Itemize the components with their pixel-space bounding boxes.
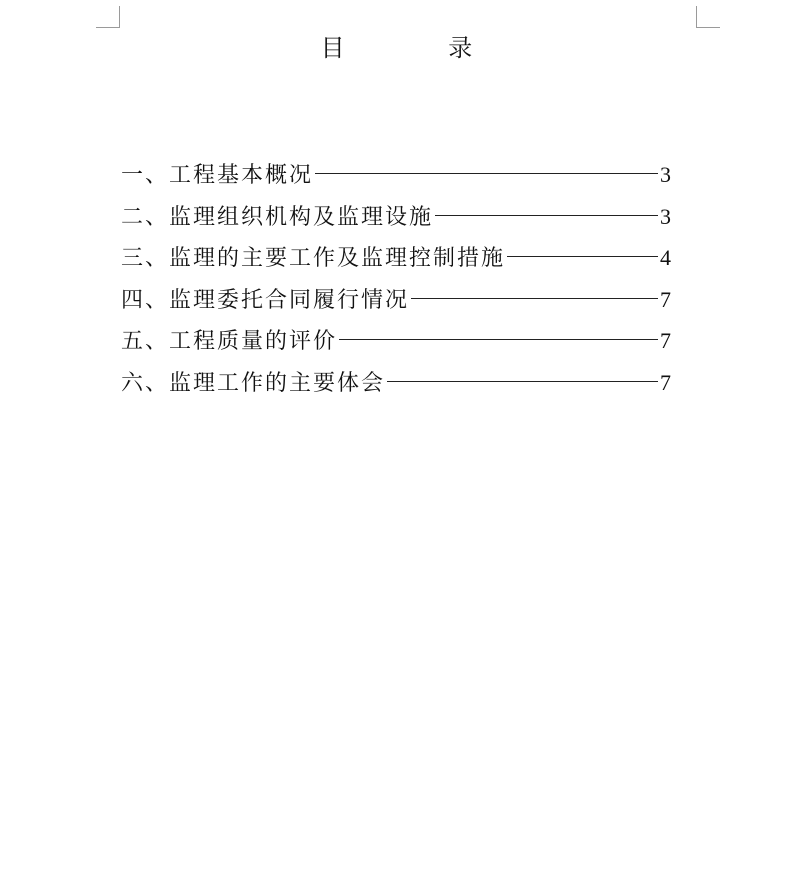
toc-leader-line: [435, 215, 658, 216]
toc-page-number: 7: [660, 286, 671, 312]
toc-entry[interactable]: [121, 237, 671, 279]
toc-title: 目 录: [320, 34, 521, 62]
crop-mark-top-left: [96, 6, 120, 28]
toc-page-number: 3: [660, 203, 671, 229]
toc-entry-label: 三、监理的主要工作及监理控制措施: [121, 246, 506, 271]
toc-leader-line: [411, 298, 658, 299]
toc-leader-line: [387, 381, 658, 382]
toc-leader-line: [339, 339, 658, 340]
toc-page-number: 4: [660, 245, 671, 270]
toc-leader-line: [315, 173, 658, 174]
toc-entry[interactable]: [121, 362, 671, 404]
toc-entry[interactable]: [121, 320, 671, 362]
toc-entry-label: 五、工程质量的评价: [121, 329, 338, 354]
toc-page-number: 7: [660, 369, 671, 395]
table-of-contents: [121, 154, 671, 403]
toc-entry-label: 六、监理工作的主要体会: [121, 370, 386, 396]
toc-entry-label: 二、监理组织机构及监理设施: [121, 204, 434, 230]
toc-leader-line: [507, 256, 658, 257]
toc-entry[interactable]: [121, 154, 671, 196]
toc-page-number: 3: [660, 162, 671, 187]
crop-mark-top-right: [696, 6, 720, 28]
toc-page-number: 7: [660, 328, 671, 353]
toc-entry[interactable]: [121, 196, 671, 238]
toc-entry-label: 一、工程基本概况: [121, 163, 314, 188]
toc-entry[interactable]: [121, 279, 671, 321]
toc-entry-label: 四、监理委托合同履行情况: [121, 287, 410, 313]
